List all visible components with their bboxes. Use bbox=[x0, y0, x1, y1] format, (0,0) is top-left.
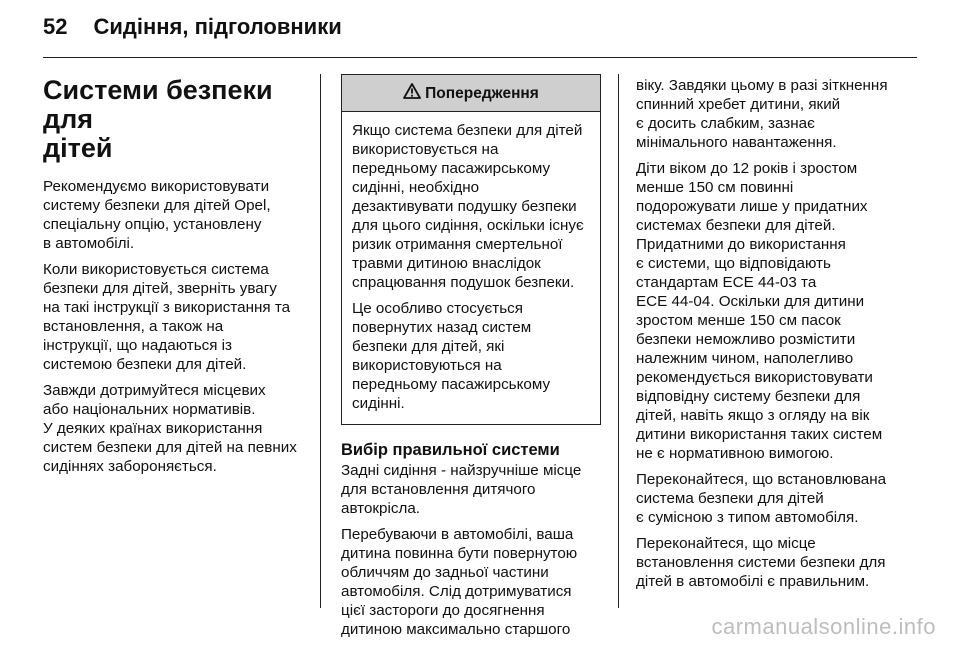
paragraph: Задні сидіння - найзручніше місце для встановлення дитячого автокрісла. bbox=[341, 462, 582, 517]
paragraph: Якщо система безпеки для дітей використовується на передньому пасажирському сидінні, необхідно дезактивувати подушку безпеки для цього сидіння, оскільки існує ризик отримання смертельної травми дитиною внаслідок спрацювання подушок безпеки. bbox=[352, 122, 584, 291]
warning-triangle-icon bbox=[403, 83, 421, 104]
page-header bbox=[43, 14, 342, 40]
warning-header bbox=[342, 75, 600, 112]
column-divider-right bbox=[618, 74, 619, 608]
warning-box bbox=[341, 74, 601, 425]
paragraph: Діти віком до 12 років і зростом менше 150 см повинні подорожувати лише у придатних системах безпеки для дітей. Придатними до використання є системи, що відповідають стандартам ЕСЕ 44-03 та ЕСЕ 44-04. Оскільки для дитини зростом менше 150 см пасок безпеки неможливо розмістити належним чином, наполегливо рекомендується використовувати відповідну систему безпеки для дітей, навіть якщо з огляду на вік дитини використання таких систем не є нормативною вимогою. bbox=[636, 160, 883, 462]
paragraph: Завжди дотримуйтеся місцевих або національних нормативів. У деяких країнах використання систем безпеки для дітей на певних сидіннях забороняється. bbox=[43, 382, 297, 475]
paragraph: віку. Завдяки цьому в разі зіткнення спинний хребет дитини, який є досить слабким, зазнає мінімального навантаження. bbox=[636, 77, 888, 151]
paragraph: Переконайтеся, що встановлювана система безпеки для дітей є сумісною з типом автомобіля. bbox=[636, 471, 887, 526]
column-left bbox=[43, 74, 311, 483]
section-subtitle: Вибір правильної системи bbox=[341, 441, 560, 459]
page-title: Системи безпеки для дітей bbox=[43, 75, 273, 163]
column-divider-left bbox=[320, 74, 321, 608]
paragraph: Це особливо стосується повернутих назад систем безпеки для дітей, які використовуються на передньому пасажирському сидінні. bbox=[352, 300, 551, 412]
page-number: 52 bbox=[43, 14, 68, 39]
paragraph: Переконайтеся, що місце встановлення системи безпеки для дітей в автомобілі є правильним. bbox=[636, 535, 886, 590]
warning-heading: Попередження bbox=[425, 84, 539, 102]
paragraph: Перебуваючи в автомобілі, ваша дитина повинна бути повернутою обличчям до задньої частини автомобіля. Слід дотримуватися цієї застороги до досягнення дитиною максимально старшого bbox=[341, 526, 578, 638]
section-title: Сидіння, підголовники bbox=[93, 14, 342, 39]
paragraph: Рекомендуємо використовувати систему безпеки для дітей Opel, спеціальну опцію, установлену в автомобілі. bbox=[43, 178, 271, 252]
column-right bbox=[636, 76, 916, 598]
watermark: carmanualsonline.info bbox=[711, 614, 936, 639]
paragraph: Коли використовується система безпеки для дітей, зверніть увагу на такі інструкції з використання та встановлення, а також на інструкції, що надаються із системою безпеки для дітей. bbox=[43, 261, 291, 373]
header-rule bbox=[43, 57, 917, 58]
warning-body bbox=[342, 112, 600, 424]
column-middle bbox=[341, 74, 603, 646]
